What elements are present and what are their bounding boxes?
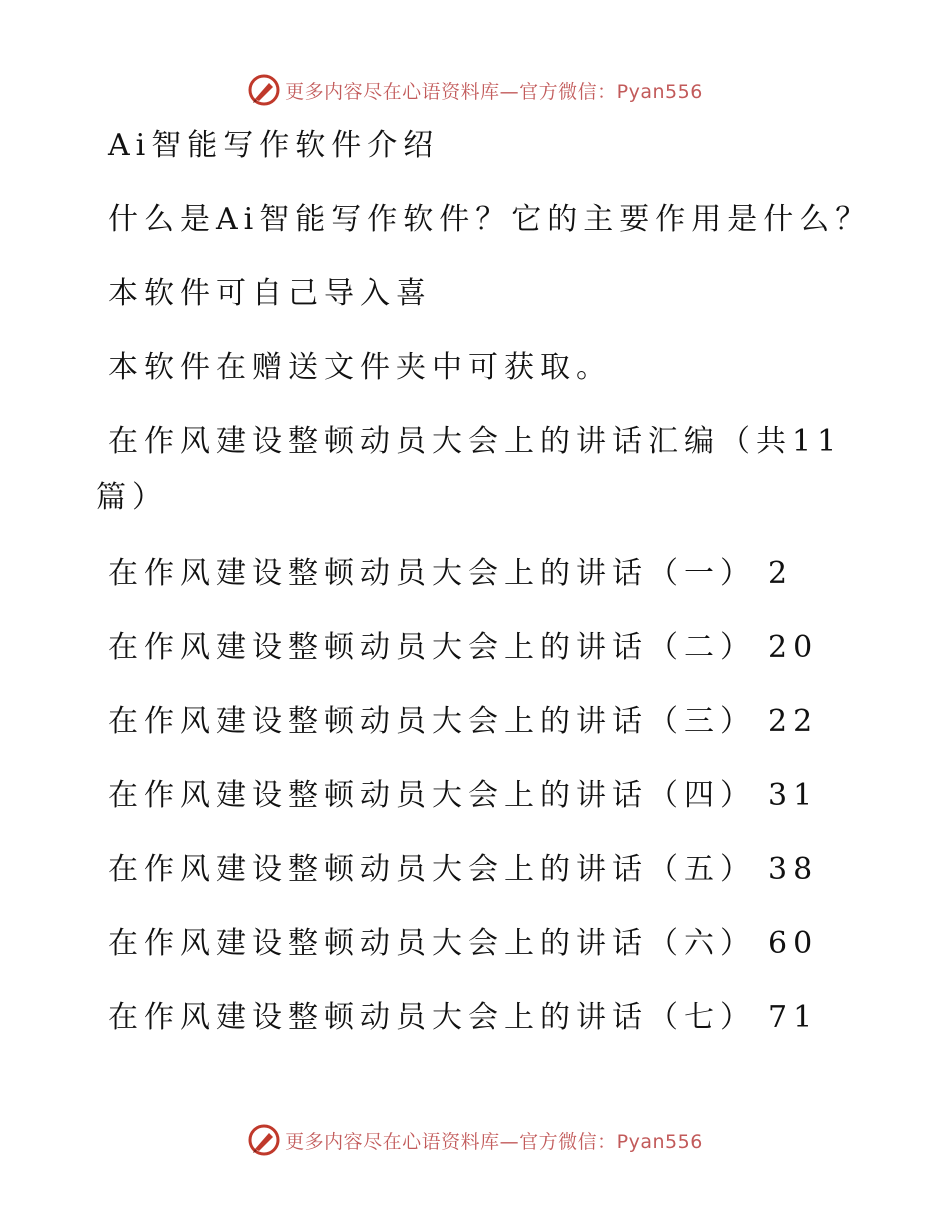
toc-entry-title: 在作风建设整顿动员大会上的讲话（四） [108, 778, 756, 813]
toc-entry-title: 在作风建设整顿动员大会上的讲话（五） [108, 852, 756, 887]
doc-question: 什么是Ai智能写作软件？它的主要作用是什么？ [108, 202, 872, 237]
header-banner [0, 70, 950, 110]
wechat-id: Pyan556 [616, 1130, 703, 1153]
toc-entry-page: 31 [768, 778, 819, 813]
banner-slogan: 更多内容尽在心语资料库—官方微信： [285, 1130, 617, 1153]
compilation-title-line-1: 在作风建设整顿动员大会上的讲话汇编（共11 [108, 424, 843, 459]
banner-text [285, 77, 703, 104]
footer-banner [0, 1120, 950, 1160]
compilation-title-line-2: 篇） [96, 480, 168, 515]
doc-line-import: 本软件可自己导入喜 [108, 276, 432, 311]
toc-entry-page: 2 [768, 556, 794, 591]
toc-entry-title: 在作风建设整顿动员大会上的讲话（七） [108, 1000, 756, 1035]
banner-slogan: 更多内容尽在心语资料库—官方微信： [285, 80, 617, 103]
doc-line-get: 本软件在赠送文件夹中可获取。 [108, 350, 612, 385]
doc-heading: Ai智能写作软件介绍 [108, 128, 440, 163]
wechat-id: Pyan556 [616, 80, 703, 103]
toc-entry-title: 在作风建设整顿动员大会上的讲话（六） [108, 926, 756, 961]
toc-entry-page: 20 [768, 630, 819, 665]
toc-entry-page: 38 [768, 852, 819, 887]
banner-text [285, 1127, 703, 1154]
toc-entry-title: 在作风建设整顿动员大会上的讲话（一） [108, 556, 756, 591]
toc-entry-page: 60 [768, 926, 819, 961]
toc-entry-title: 在作风建设整顿动员大会上的讲话（三） [108, 704, 756, 739]
pen-logo-icon [247, 1123, 281, 1157]
toc-entry-title: 在作风建设整顿动员大会上的讲话（二） [108, 630, 756, 665]
toc-entry-page: 71 [768, 1000, 819, 1035]
toc-entry-page: 22 [768, 704, 819, 739]
pen-logo-icon [247, 73, 281, 107]
